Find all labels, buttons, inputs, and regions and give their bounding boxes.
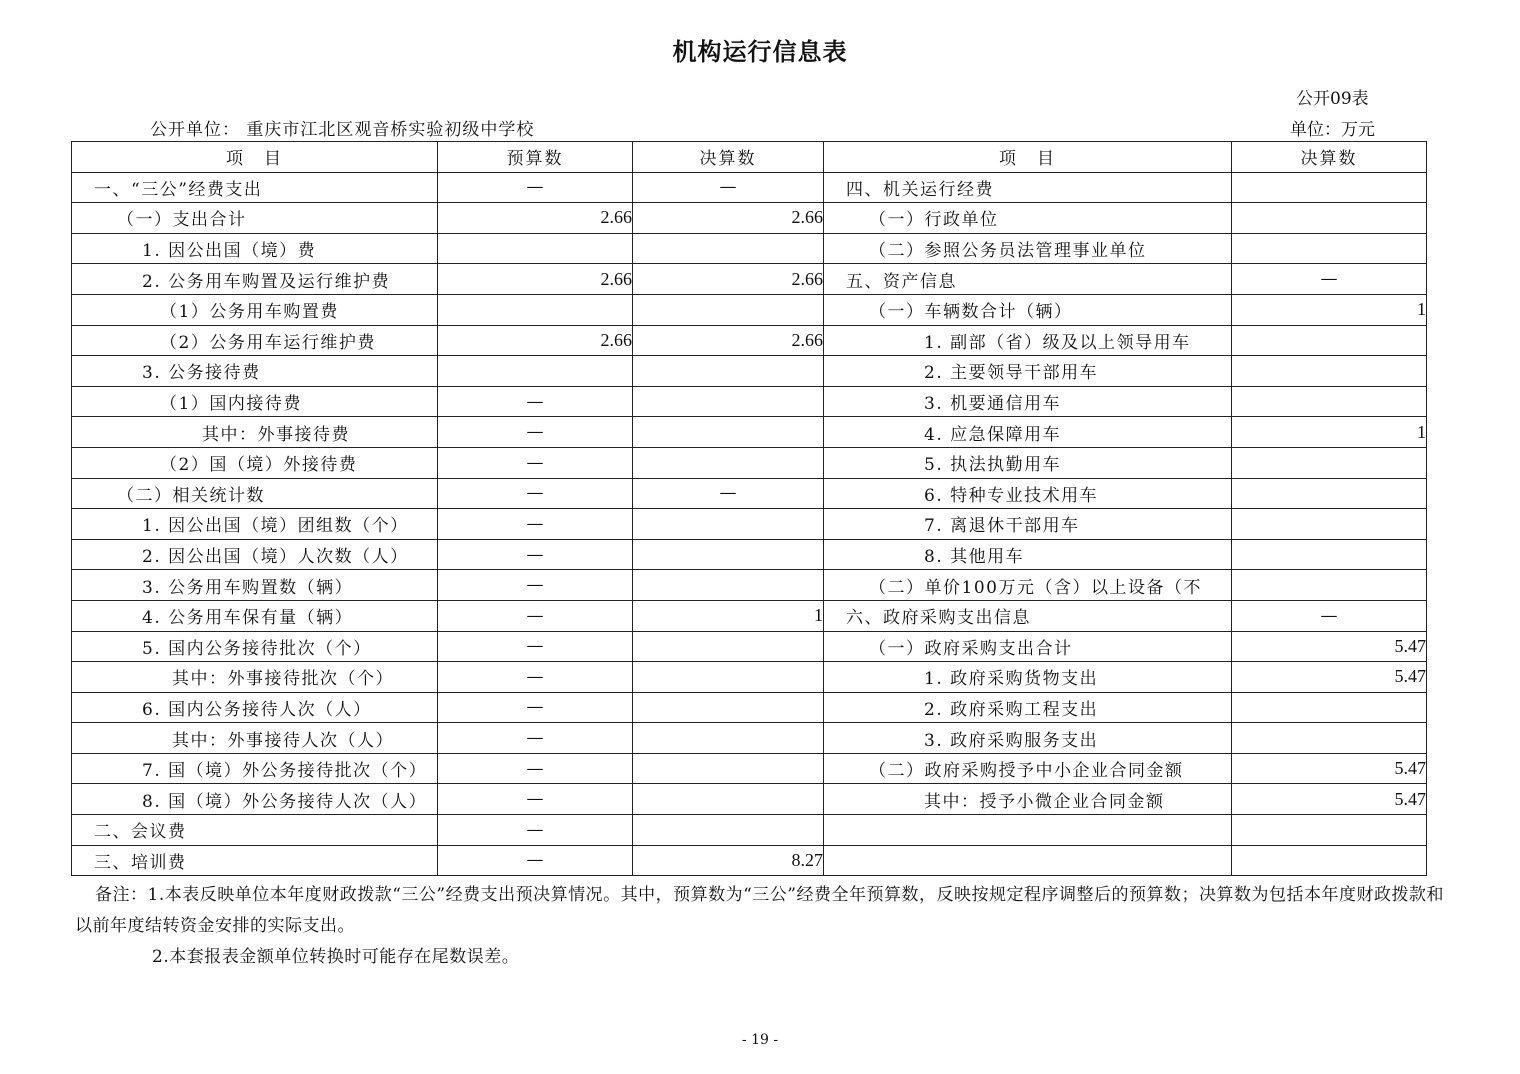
right-final-value: — bbox=[1232, 264, 1427, 295]
right-final-value: 5.47 bbox=[1232, 753, 1427, 784]
final-value bbox=[633, 417, 824, 448]
table-row bbox=[72, 539, 1427, 570]
right-item-label: 2. 政府采购工程支出 bbox=[824, 692, 1232, 723]
right-final-value bbox=[1232, 447, 1427, 478]
budget-value bbox=[438, 294, 633, 325]
final-value bbox=[633, 356, 824, 387]
table-row bbox=[72, 356, 1427, 387]
right-item-label: 4. 应急保障用车 bbox=[824, 417, 1232, 448]
form-number: 公开09表 bbox=[1296, 89, 1369, 109]
left-item-label: 1. 因公出国（境）团组数（个） bbox=[72, 509, 438, 540]
final-value: 8.27 bbox=[633, 845, 824, 876]
right-final-value bbox=[1232, 845, 1427, 876]
left-item-label: 4. 公务用车保有量（辆） bbox=[72, 600, 438, 631]
final-value bbox=[633, 233, 824, 264]
left-item-label: 其中：外事接待费 bbox=[72, 417, 438, 448]
table-row bbox=[72, 509, 1427, 540]
left-item-label: （2）国（境）外接待费 bbox=[72, 447, 438, 478]
left-item-label: 其中：外事接待人次（人） bbox=[72, 723, 438, 754]
right-item-label bbox=[824, 845, 1232, 876]
right-final-value bbox=[1232, 233, 1427, 264]
note-line-1: 备注：1.本表反映单位本年度财政拨款“三公”经费支出预决算情况。其中，预算数为“三公”经费全年预算数，反映按规定程序调整后的预算数；决算数为包括本年度财政拨款和以前年度结转资金安排的实际支出。 bbox=[75, 885, 1444, 936]
final-value: 1 bbox=[633, 600, 824, 631]
right-final-value bbox=[1232, 386, 1427, 417]
final-value bbox=[633, 570, 824, 601]
table-row bbox=[72, 447, 1427, 478]
final-value: — bbox=[633, 478, 824, 509]
right-final-value: 1 bbox=[1232, 417, 1427, 448]
final-value: 2.66 bbox=[633, 264, 824, 295]
money-unit: 单位：万元 bbox=[1290, 120, 1375, 140]
final-value bbox=[633, 294, 824, 325]
final-value bbox=[633, 509, 824, 540]
right-item-label: 3. 机要通信用车 bbox=[824, 386, 1232, 417]
right-final-value bbox=[1232, 509, 1427, 540]
note-line-2: 2.本套报表金额单位转换时可能存在尾数误差。 bbox=[152, 947, 520, 967]
budget-value: — bbox=[438, 570, 633, 601]
table-row bbox=[72, 815, 1427, 846]
table-row bbox=[72, 417, 1427, 448]
final-value bbox=[633, 539, 824, 570]
budget-value: — bbox=[438, 631, 633, 662]
final-value bbox=[633, 386, 824, 417]
left-item-label: 2. 公务用车购置及运行维护费 bbox=[72, 264, 438, 295]
table-row bbox=[72, 203, 1427, 234]
left-item-label: （2）公务用车运行维护费 bbox=[72, 325, 438, 356]
right-final-value: — bbox=[1232, 600, 1427, 631]
final-value bbox=[633, 753, 824, 784]
right-item-label: 1. 副部（省）级及以上领导用车 bbox=[824, 325, 1232, 356]
right-item-label: 六、政府采购支出信息 bbox=[824, 600, 1232, 631]
table-row bbox=[72, 600, 1427, 631]
budget-value: — bbox=[438, 600, 633, 631]
budget-value: — bbox=[438, 539, 633, 570]
final-value: — bbox=[633, 172, 824, 203]
budget-value: — bbox=[438, 386, 633, 417]
left-item-label: 3. 公务用车购置数（辆） bbox=[72, 570, 438, 601]
budget-value bbox=[438, 356, 633, 387]
header-left-item: 项 目 bbox=[72, 142, 438, 173]
right-final-value bbox=[1232, 325, 1427, 356]
table-body bbox=[72, 172, 1427, 876]
right-item-label: （二）单价100万元（含）以上设备（不 bbox=[824, 570, 1232, 601]
table-row bbox=[72, 172, 1427, 203]
notes bbox=[75, 880, 1455, 973]
table-row bbox=[72, 723, 1427, 754]
table-row bbox=[72, 233, 1427, 264]
right-item-label: 五、资产信息 bbox=[824, 264, 1232, 295]
left-item-label: 1. 因公出国（境）费 bbox=[72, 233, 438, 264]
budget-value: — bbox=[438, 172, 633, 203]
left-item-label: 6. 国内公务接待人次（人） bbox=[72, 692, 438, 723]
left-item-label: （1）国内接待费 bbox=[72, 386, 438, 417]
header-right-final: 决算数 bbox=[1232, 142, 1427, 173]
budget-value: — bbox=[438, 692, 633, 723]
reporting-unit: 公开单位： 重庆市江北区观音桥实验初级中学校 bbox=[150, 120, 535, 140]
budget-value: — bbox=[438, 417, 633, 448]
right-item-label: 四、机关运行经费 bbox=[824, 172, 1232, 203]
left-item-label: 3. 公务接待费 bbox=[72, 356, 438, 387]
table-row bbox=[72, 662, 1427, 693]
budget-value: — bbox=[438, 784, 633, 815]
left-item-label: 2. 因公出国（境）人次数（人） bbox=[72, 539, 438, 570]
right-final-value: 1 bbox=[1232, 294, 1427, 325]
right-item-label: 6. 特种专业技术用车 bbox=[824, 478, 1232, 509]
right-final-value bbox=[1232, 539, 1427, 570]
left-item-label: 7. 国（境）外公务接待批次（个） bbox=[72, 753, 438, 784]
right-item-label: 3. 政府采购服务支出 bbox=[824, 723, 1232, 754]
left-item-label: （一）支出合计 bbox=[72, 203, 438, 234]
budget-value: — bbox=[438, 753, 633, 784]
right-final-value bbox=[1232, 692, 1427, 723]
right-final-value: 5.47 bbox=[1232, 784, 1427, 815]
right-item-label: 1. 政府采购货物支出 bbox=[824, 662, 1232, 693]
right-item-label bbox=[824, 815, 1232, 846]
right-final-value bbox=[1232, 172, 1427, 203]
header-right-item: 项 目 bbox=[824, 142, 1232, 173]
final-value bbox=[633, 815, 824, 846]
left-item-label: （1）公务用车购置费 bbox=[72, 294, 438, 325]
final-value bbox=[633, 784, 824, 815]
right-item-label: （一）车辆数合计（辆） bbox=[824, 294, 1232, 325]
header-final: 决算数 bbox=[633, 142, 824, 173]
budget-value bbox=[438, 233, 633, 264]
right-item-label: （二）参照公务员法管理事业单位 bbox=[824, 233, 1232, 264]
final-value bbox=[633, 723, 824, 754]
table-row bbox=[72, 631, 1427, 662]
budget-value: — bbox=[438, 662, 633, 693]
header-budget: 预算数 bbox=[438, 142, 633, 173]
right-item-label: 其中：授予小微企业合同金额 bbox=[824, 784, 1232, 815]
table-row bbox=[72, 570, 1427, 601]
table-row bbox=[72, 784, 1427, 815]
table-header-row bbox=[72, 142, 1427, 173]
left-item-label: （二）相关统计数 bbox=[72, 478, 438, 509]
page-number: - 19 - bbox=[741, 1032, 779, 1048]
final-value bbox=[633, 662, 824, 693]
left-item-label: 8. 国（境）外公务接待人次（人） bbox=[72, 784, 438, 815]
budget-value: — bbox=[438, 845, 633, 876]
budget-value: — bbox=[438, 447, 633, 478]
right-final-value bbox=[1232, 570, 1427, 601]
table-row bbox=[72, 325, 1427, 356]
table-row bbox=[72, 753, 1427, 784]
right-final-value: 5.47 bbox=[1232, 631, 1427, 662]
right-final-value bbox=[1232, 203, 1427, 234]
right-final-value: 5.47 bbox=[1232, 662, 1427, 693]
page-title: 机构运行信息表 bbox=[672, 37, 848, 66]
left-item-label: 5. 国内公务接待批次（个） bbox=[72, 631, 438, 662]
final-value bbox=[633, 447, 824, 478]
table-row bbox=[72, 478, 1427, 509]
table-row bbox=[72, 294, 1427, 325]
left-item-label: 三、培训费 bbox=[72, 845, 438, 876]
budget-value: 2.66 bbox=[438, 203, 633, 234]
budget-value: — bbox=[438, 478, 633, 509]
left-item-label: 一、“三公”经费支出 bbox=[72, 172, 438, 203]
budget-value: 2.66 bbox=[438, 325, 633, 356]
final-value bbox=[633, 692, 824, 723]
budget-value: — bbox=[438, 815, 633, 846]
right-final-value bbox=[1232, 723, 1427, 754]
table-row bbox=[72, 845, 1427, 876]
final-value: 2.66 bbox=[633, 325, 824, 356]
budget-value: 2.66 bbox=[438, 264, 633, 295]
table-row bbox=[72, 386, 1427, 417]
final-value bbox=[633, 631, 824, 662]
right-final-value bbox=[1232, 356, 1427, 387]
budget-value: — bbox=[438, 509, 633, 540]
table-row bbox=[72, 692, 1427, 723]
info-table bbox=[71, 141, 1427, 876]
right-final-value bbox=[1232, 815, 1427, 846]
right-item-label: （一）政府采购支出合计 bbox=[824, 631, 1232, 662]
right-item-label: 2. 主要领导干部用车 bbox=[824, 356, 1232, 387]
table-row bbox=[72, 264, 1427, 295]
budget-value: — bbox=[438, 723, 633, 754]
right-item-label: 7. 离退休干部用车 bbox=[824, 509, 1232, 540]
right-item-label: 5. 执法执勤用车 bbox=[824, 447, 1232, 478]
right-item-label: （二）政府采购授予中小企业合同金额 bbox=[824, 753, 1232, 784]
final-value: 2.66 bbox=[633, 203, 824, 234]
right-item-label: 8. 其他用车 bbox=[824, 539, 1232, 570]
left-item-label: 二、会议费 bbox=[72, 815, 438, 846]
right-final-value bbox=[1232, 478, 1427, 509]
left-item-label: 其中：外事接待批次（个） bbox=[72, 662, 438, 693]
right-item-label: （一）行政单位 bbox=[824, 203, 1232, 234]
